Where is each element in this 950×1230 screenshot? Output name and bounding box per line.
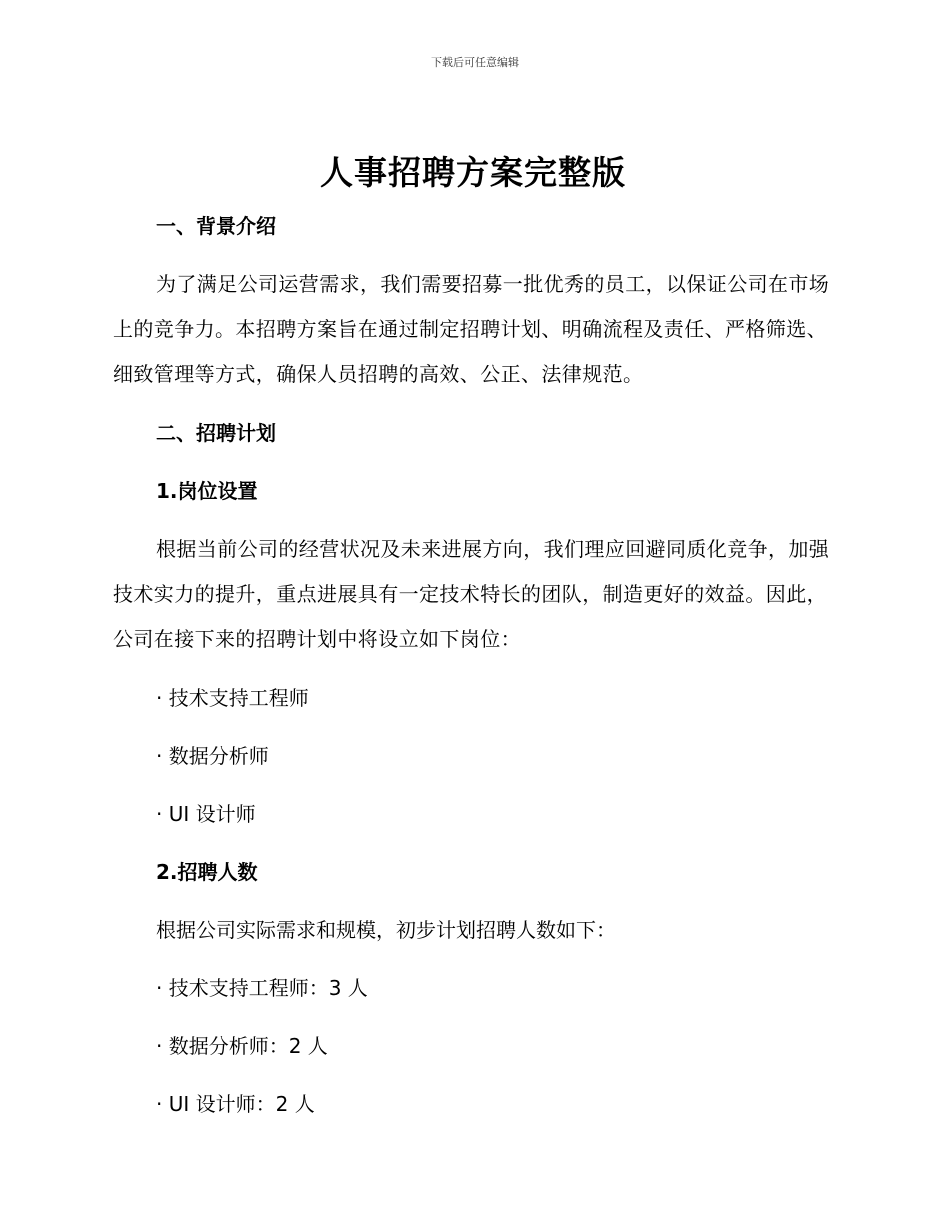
document-body bbox=[113, 150, 833, 1120]
positions-paragraph: 根据当前公司的经营状况及未来进展方向，我们理应回避同质化竞争，加强技术实力的提升，重点进展具有一定技术特长的团队，制造更好的效益。因此，公司在接下来的招聘计划中将设立如下岗位： bbox=[113, 537, 830, 651]
subheading-headcount: 2.招聘人数 bbox=[156, 860, 258, 884]
headcount-intro: 根据公司实际需求和规模，初步计划招聘人数如下： bbox=[156, 918, 616, 942]
list-item: · 数据分析师：2 人 bbox=[156, 1034, 328, 1058]
list-item: · 技术支持工程师 bbox=[156, 686, 309, 710]
document-title: 人事招聘方案完整版 bbox=[320, 153, 626, 192]
subheading-positions: 1.岗位设置 bbox=[156, 479, 258, 503]
list-item: · 数据分析师 bbox=[156, 744, 269, 768]
section-heading-plan: 二、招聘计划 bbox=[156, 421, 276, 445]
header-note: 下载后可任意编辑 bbox=[431, 56, 519, 69]
section-heading-background: 一、背景介绍 bbox=[156, 214, 276, 238]
list-item: · UI 设计师 bbox=[156, 802, 256, 826]
list-item: · UI 设计师：2 人 bbox=[156, 1092, 315, 1116]
background-paragraph: 为了满足公司运营需求，我们需要招募一批优秀的员工，以保证公司在市场上的竞争力。本招聘方案旨在通过制定招聘计划、明确流程及责任、严格筛选、细致管理等方式，确保人员招聘的高效、公正、法律规范。 bbox=[113, 272, 830, 386]
list-item: · 技术支持工程师：3 人 bbox=[156, 976, 368, 1000]
